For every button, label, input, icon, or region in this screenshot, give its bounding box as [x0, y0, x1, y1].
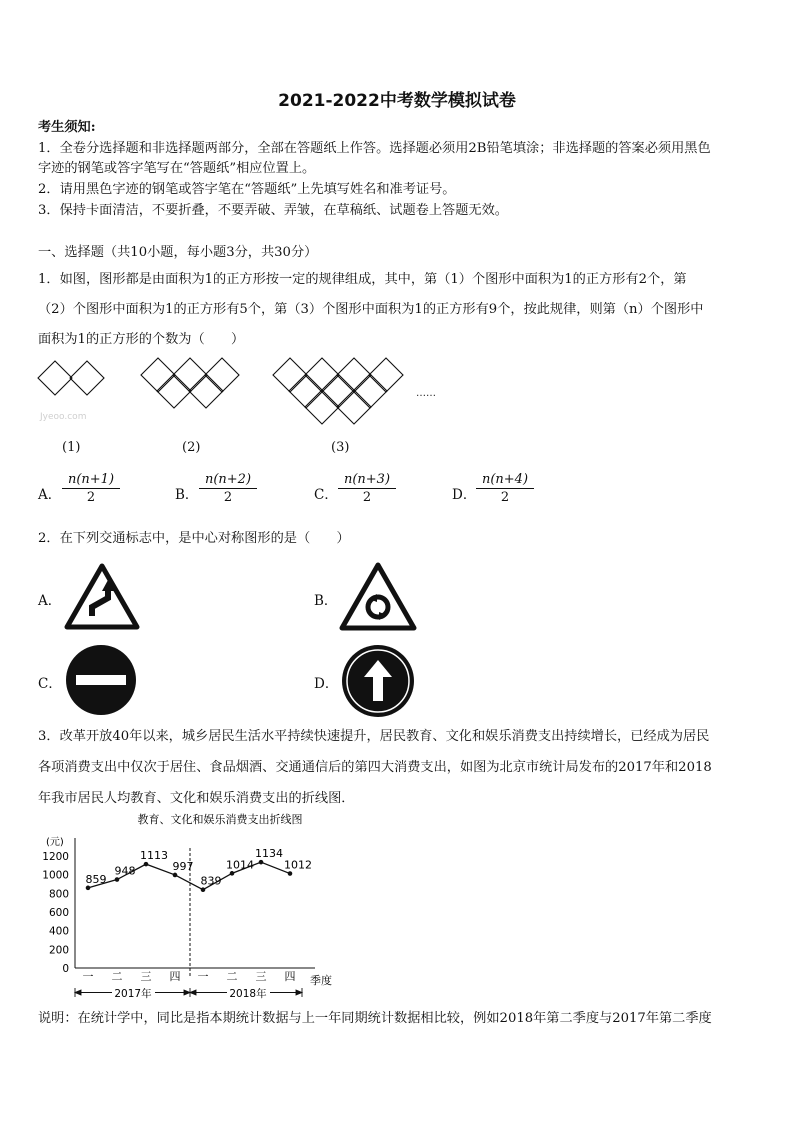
section-heading: 一、选择题（共10小题，每小题3分，共30分） — [38, 245, 318, 260]
fraction-denominator: 2 — [362, 490, 372, 505]
data-label: 1134 — [255, 847, 283, 861]
figure-label: (3) — [331, 440, 350, 455]
data-point — [115, 877, 120, 882]
question-3-text: 年我市居民人均教育、文化和娱乐消费支出的折线图． — [38, 791, 355, 806]
figure-2-squares — [141, 358, 239, 408]
notice-item: 字迹的钢笔或答字笔写在“答题纸”相应位置上。 — [38, 161, 316, 176]
option-b-letter[interactable]: B． — [314, 593, 338, 609]
question-3-text: 各项消费支出中仅次于居住、食品烟酒、交通通信后的第四大消费支出，如图为北京市统计局发布的2017年和2018 — [38, 760, 712, 775]
y-tick-label: 600 — [48, 907, 69, 919]
question-3-text: 3．改革开放40年以来，城乡居民生活水平持续快速提升，居民教育、文化和娱乐消费支出持续增长，已经成为居民 — [38, 729, 710, 744]
y-tick-label: 1000 — [42, 869, 69, 882]
y-tick-label: 0 — [62, 963, 69, 975]
double-curve-warning-icon[interactable] — [64, 563, 140, 631]
question-2-text: 2．在下列交通标志中，是中心对称图形的是（ ） — [38, 531, 350, 546]
data-label: 1012 — [284, 858, 312, 872]
no-entry-icon[interactable] — [64, 643, 138, 717]
fraction-numerator: n(n+4) — [476, 472, 534, 489]
fraction-denominator: 2 — [86, 490, 96, 505]
y-tick-label: 200 — [48, 944, 69, 957]
figure-3-squares — [273, 358, 403, 424]
figure-label: (1) — [62, 440, 81, 455]
fraction-numerator: n(n+3) — [338, 472, 396, 489]
y-tick-label: 1200 — [42, 851, 69, 863]
data-point — [259, 860, 264, 865]
roundabout-warning-icon[interactable] — [339, 562, 417, 632]
data-point — [86, 886, 91, 891]
option-d-letter[interactable]: D． — [452, 487, 477, 503]
option-b-fraction[interactable] — [199, 472, 257, 505]
option-d-letter[interactable]: D． — [314, 676, 339, 692]
option-c-letter[interactable]: C． — [38, 676, 62, 692]
data-point — [173, 873, 178, 878]
page-title: 2021-2022中考数学模拟试卷 — [278, 91, 516, 111]
fraction-numerator: n(n+1) — [62, 472, 120, 489]
notice-item: 2．请用黑色字迹的钢笔或答字笔在“答题纸”上先填写姓名和准考证号。 — [38, 182, 456, 197]
figure-label: (2) — [182, 440, 201, 455]
figure-ellipsis: …… — [416, 388, 436, 399]
option-a-fraction[interactable] — [62, 472, 120, 505]
x-tick-label: 一 — [82, 970, 94, 983]
data-point — [230, 871, 235, 876]
option-d-fraction[interactable] — [476, 472, 534, 505]
figure-1-squares — [38, 361, 104, 395]
year-label: 2018年 — [229, 988, 267, 1000]
data-label: 1014 — [226, 858, 254, 872]
x-tick-label: 三 — [255, 970, 267, 983]
data-label: 839 — [200, 874, 222, 888]
notice-item: 1．全卷分选择题和非选择题两部分，全部在答题纸上作答。选择题必须用2B铅笔填涂；非选择题的答案必须用黑色 — [38, 141, 711, 156]
note-text: 说明：在统计学中，同比是指本期统计数据与上一年同期统计数据相比较，例如2018年第二季度与2017年第二季度 — [38, 1011, 712, 1026]
data-label: 1113 — [140, 849, 168, 863]
option-c-letter[interactable]: C． — [314, 487, 338, 503]
data-point — [144, 862, 149, 867]
data-point — [201, 887, 206, 892]
option-a-letter[interactable]: A． — [38, 487, 62, 503]
x-tick-label: 二 — [111, 970, 123, 983]
watermark: Jyeoo.com — [40, 412, 87, 422]
x-axis-label: 季度 — [310, 974, 332, 987]
x-tick-label: 四 — [169, 970, 181, 983]
x-tick-label: 一 — [197, 970, 209, 983]
x-tick-label: 四 — [284, 970, 296, 983]
question-1-text: （2）个图形中面积为1的正方形有5个，第（3）个图形中面积为1的正方形有9个，按此规律，则第（n）个图形中 — [38, 302, 704, 317]
chart-title: 教育、文化和娱乐消费支出折线图 — [137, 813, 303, 826]
option-a-letter[interactable]: A． — [38, 593, 62, 609]
straight-ahead-icon[interactable] — [340, 643, 416, 719]
x-tick-label: 三 — [140, 970, 152, 983]
fraction-denominator: 2 — [500, 490, 510, 505]
question-1-text: 1．如图，图形都是由面积为1的正方形按一定的规律组成，其中，第（1）个图形中面积为1的正方形有2个，第 — [38, 272, 687, 287]
question-1-figures — [0, 350, 794, 430]
year-label: 2017年 — [114, 988, 152, 1000]
x-tick-label: 二 — [226, 970, 238, 983]
fraction-numerator: n(n+2) — [199, 472, 257, 489]
data-point — [288, 871, 293, 876]
option-b-letter[interactable]: B． — [175, 487, 199, 503]
option-c-fraction[interactable] — [338, 472, 396, 505]
fraction-denominator: 2 — [223, 490, 233, 505]
y-tick-label: 800 — [48, 888, 69, 901]
question-1-text: 面积为1的正方形的个数为（ ） — [38, 332, 245, 347]
data-label: 859 — [85, 872, 107, 886]
line-chart — [30, 808, 360, 1004]
y-tick-label: 400 — [48, 925, 69, 938]
data-label: 997 — [172, 859, 194, 873]
notice-heading: 考生须知: — [38, 120, 96, 135]
notice-item: 3．保持卡面清洁，不要折叠，不要弄破、弄皱，在草稿纸、试题卷上答题无效。 — [38, 203, 508, 218]
data-label: 948 — [114, 864, 136, 878]
y-axis-label: (元) — [46, 837, 64, 848]
